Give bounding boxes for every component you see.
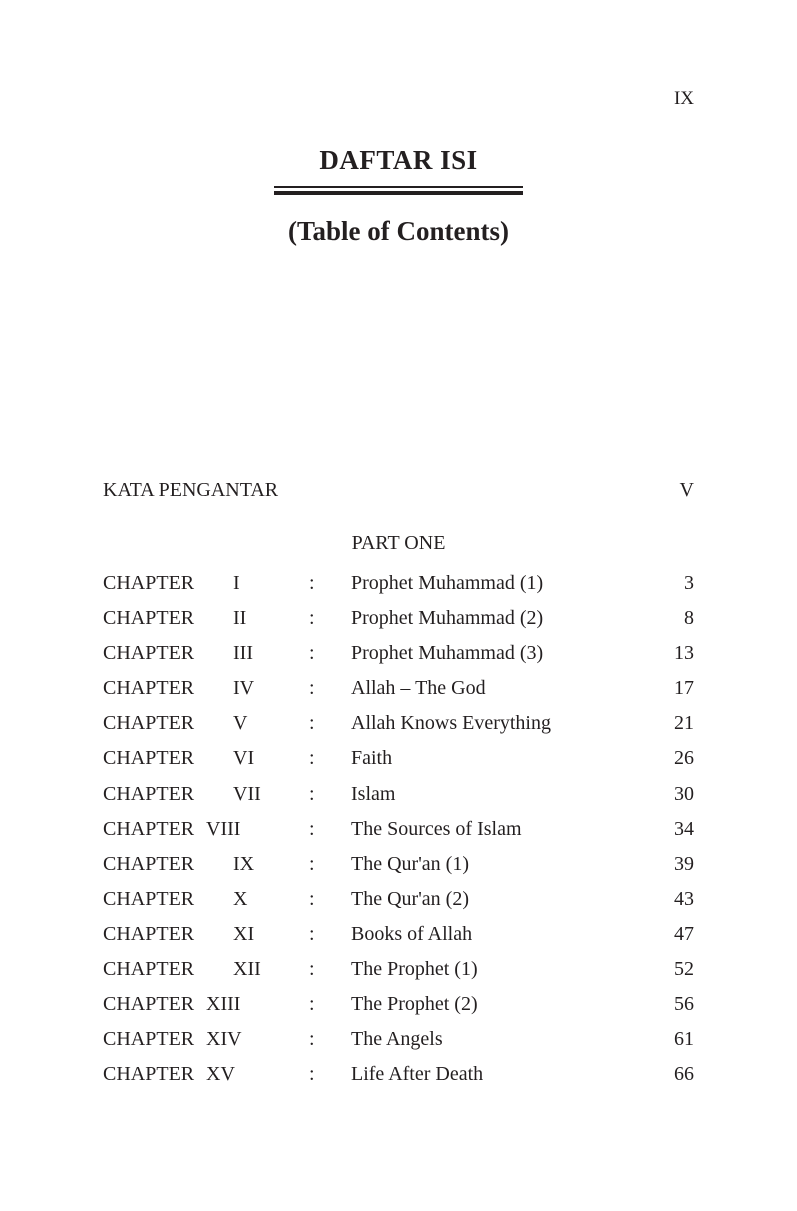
chapter-number: VIII: [206, 817, 241, 840]
separator: :: [309, 817, 315, 840]
chapter-title: Allah – The God: [351, 677, 486, 700]
table-row: [103, 674, 694, 709]
chapter-number: XV: [206, 1063, 235, 1086]
page-ref: 52: [674, 958, 694, 981]
table-row: [103, 920, 694, 955]
page-ref: 3: [684, 572, 694, 594]
page-ref: 66: [674, 1063, 694, 1086]
table-row: [103, 1025, 694, 1060]
page-ref: 47: [674, 922, 694, 945]
separator: :: [309, 1028, 315, 1051]
separator: :: [309, 607, 315, 630]
chapter-label: CHAPTER: [103, 677, 195, 700]
page-ref: 26: [674, 747, 694, 770]
page-ref: 17: [674, 677, 694, 700]
separator: :: [309, 642, 315, 665]
page-ref: 43: [674, 887, 694, 910]
preface-label: KATA PENGANTAR: [103, 479, 279, 501]
chapter-label: CHAPTER: [103, 607, 195, 630]
chapter-title: Islam: [351, 782, 396, 805]
preface-page: V: [679, 479, 694, 501]
chapter-label: CHAPTER: [103, 1028, 195, 1051]
chapter-number: XIV: [206, 1028, 242, 1051]
part-heading: PART ONE: [351, 532, 446, 554]
table-of-contents: [103, 476, 694, 1095]
page-ref: 30: [674, 782, 694, 805]
table-row: [103, 569, 694, 604]
chapter-title: The Prophet (2): [351, 993, 478, 1016]
separator: :: [309, 922, 315, 945]
page-ref: 13: [674, 642, 694, 665]
chapter-label: CHAPTER: [103, 993, 195, 1016]
chapter-label: CHAPTER: [103, 747, 195, 770]
chapter-label: CHAPTER: [103, 958, 195, 981]
separator: :: [309, 782, 315, 805]
chapter-number: VI: [233, 747, 255, 770]
page-ref: 61: [674, 1028, 694, 1051]
title-double-rule: [274, 186, 523, 195]
chapter-label: CHAPTER: [103, 1063, 195, 1086]
page-number: IX: [673, 88, 694, 109]
title-block: [0, 142, 797, 249]
chapter-title: The Qur'an (2): [351, 887, 469, 910]
chapter-number: I: [233, 572, 240, 594]
separator: :: [309, 1063, 315, 1086]
chapter-label: CHAPTER: [103, 642, 195, 665]
chapter-number: IX: [233, 852, 255, 875]
table-row: [103, 1060, 694, 1095]
chapter-title: Prophet Muhammad (3): [351, 642, 544, 665]
chapter-label: CHAPTER: [103, 852, 195, 875]
chapter-title: Faith: [351, 747, 393, 770]
chapter-number: X: [233, 887, 248, 910]
chapter-label: CHAPTER: [103, 817, 195, 840]
separator: :: [309, 958, 315, 981]
chapter-number: XIII: [206, 993, 241, 1016]
chapter-number: III: [233, 642, 253, 665]
table-row: [103, 850, 694, 885]
chapter-title: The Prophet (1): [351, 958, 478, 981]
separator: :: [309, 887, 315, 910]
table-row: [103, 955, 694, 990]
table-row: [103, 604, 694, 639]
chapter-number: II: [233, 607, 247, 630]
table-row: [103, 744, 694, 779]
table-row: [103, 815, 694, 850]
page-ref: 34: [674, 817, 694, 840]
chapter-title: Prophet Muhammad (2): [351, 607, 544, 630]
table-row: [103, 709, 694, 744]
chapter-title: Allah Knows Everything: [351, 712, 551, 735]
chapter-label: CHAPTER: [103, 887, 195, 910]
chapter-label: CHAPTER: [103, 922, 195, 945]
chapter-number: V: [233, 712, 248, 735]
chapter-label: CHAPTER: [103, 782, 195, 805]
chapter-title: Life After Death: [351, 1063, 484, 1086]
chapter-label: CHAPTER: [103, 572, 195, 594]
chapter-title: Prophet Muhammad (1): [351, 572, 544, 594]
separator: :: [309, 852, 315, 875]
chapter-number: XI: [233, 922, 255, 945]
chapter-number: VII: [233, 782, 261, 805]
table-row: [103, 780, 694, 815]
page-ref: 39: [674, 852, 694, 875]
separator: :: [309, 572, 315, 594]
page-ref: 56: [674, 993, 694, 1016]
toc-preface-row: [103, 476, 694, 504]
page-subtitle: (Table of Contents): [287, 216, 509, 246]
chapter-number: IV: [233, 677, 255, 700]
page-title: DAFTAR ISI: [319, 145, 478, 175]
chapter-title: The Qur'an (1): [351, 852, 469, 875]
chapter-title: The Angels: [351, 1028, 443, 1051]
table-row: [103, 990, 694, 1025]
separator: :: [309, 712, 315, 735]
separator: :: [309, 747, 315, 770]
page-ref: 8: [684, 607, 694, 630]
chapter-number: XII: [233, 958, 261, 981]
chapter-list: [103, 569, 694, 1095]
separator: :: [309, 677, 315, 700]
table-row: [103, 885, 694, 920]
chapter-label: CHAPTER: [103, 712, 195, 735]
chapter-title: The Sources of Islam: [351, 817, 522, 840]
separator: :: [309, 993, 315, 1016]
table-row: [103, 639, 694, 674]
chapter-title: Books of Allah: [351, 922, 473, 945]
page-ref: 21: [674, 712, 694, 735]
